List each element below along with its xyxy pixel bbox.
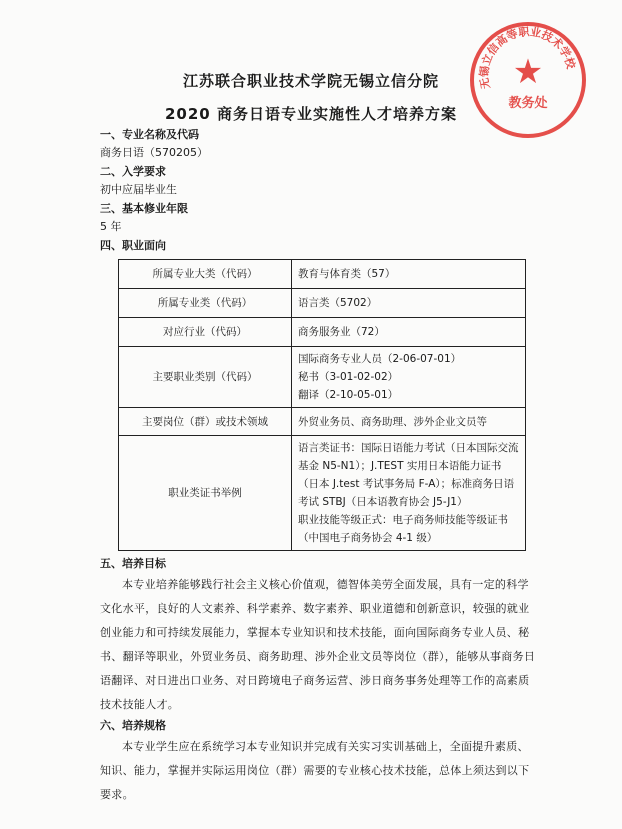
table-value: 教育与体育类（57） — [292, 260, 526, 289]
section-6-text: 本专业学生应在系统学习本专业知识并完成有关实习实训基础上，全面提升素质、知识、能力，掌握并实际运用岗位（群）需要的专业核心技术技能，总体上须达到以下要求。 — [100, 740, 530, 801]
document-title-line2: 2020 商务日语专业实施性人才培养方案 — [165, 105, 457, 123]
section-1-text: 商务日语（570205） — [100, 146, 208, 159]
value-line: 职业技能等级正式：电子商务师技能等级证书（中国电子商务协会 4-1 级） — [298, 514, 508, 544]
table-key: 主要岗位（群）或技术领域 — [119, 408, 292, 436]
table-row — [119, 436, 526, 551]
table-value: 商务服务业（72） — [292, 318, 526, 347]
table-row — [119, 289, 526, 318]
table-value: 语言类（5702） — [292, 289, 526, 318]
section-5-text: 本专业培养能够践行社会主义核心价值观，德智体美劳全面发展，具有一定的科学文化水平，良好的人文素养、科学素养、数字素养、职业道德和创新意识，较强的就业创业能力和可持续发展能力，掌握本专业知识和技术技能，面向国际商务专业人员、秘书、翻译等职业，外贸业务员、商务助理、涉外企业文员等岗位（群），能够从事商务日语翻译、对日进出口业务、对日跨境电子商务运营、涉日商务事务处理等工作的高素质技术技能人才。 — [100, 578, 536, 711]
table-row — [119, 347, 526, 408]
table-key: 所属专业类（代码） — [119, 289, 292, 318]
section-3-heading: 三、基本修业年限 — [100, 202, 188, 215]
value-line: 秘书（3-01-02-02） — [298, 371, 399, 383]
seal-star-icon: ★ — [512, 52, 544, 92]
table-row — [119, 408, 526, 436]
table-key: 所属专业大类（代码） — [119, 260, 292, 289]
document-body — [100, 126, 540, 807]
section-1-heading: 一、专业名称及代码 — [100, 128, 199, 141]
section-3-text: 5 年 — [100, 220, 122, 233]
section-2-heading: 二、入学要求 — [100, 165, 166, 178]
section-4-heading: 四、职业面向 — [100, 239, 166, 252]
section-2-text: 初中应届毕业生 — [100, 183, 177, 196]
value-line: 翻译（2-10-05-01） — [298, 389, 399, 401]
value-line: 国际商务专业人员（2-06-07-01） — [298, 353, 462, 365]
section-6-heading: 六、培养规格 — [100, 719, 166, 732]
value-line: 语言类证书：国际日语能力考试（日本国际交流基金 N5-N1）；J.TEST 实用日本语能力证书（日本 J.test 考试事务局 F-A）；标准商务日语考试 STBJ（日本语教育协会 J5-J1） — [298, 442, 519, 508]
table-value: 外贸业务员、商务助理、涉外企业文员等 — [292, 408, 526, 436]
table-key: 对应行业（代码） — [119, 318, 292, 347]
svg-text:无锡立信高等职业技术学校: 无锡立信高等职业技术学校 — [477, 26, 578, 90]
career-orientation-table — [118, 259, 526, 551]
table-key: 职业类证书举例 — [119, 436, 292, 551]
table-row — [119, 318, 526, 347]
section-5-heading: 五、培养目标 — [100, 557, 166, 570]
table-value — [292, 347, 526, 408]
table-row — [119, 260, 526, 289]
seal-office-text: 教务处 — [508, 96, 548, 111]
official-seal-stamp — [470, 22, 586, 138]
table-value — [292, 436, 526, 551]
table-key: 主要职业类别（代码） — [119, 347, 292, 408]
document-title-line1: 江苏联合职业技术学院无锡立信分院 — [182, 72, 439, 90]
